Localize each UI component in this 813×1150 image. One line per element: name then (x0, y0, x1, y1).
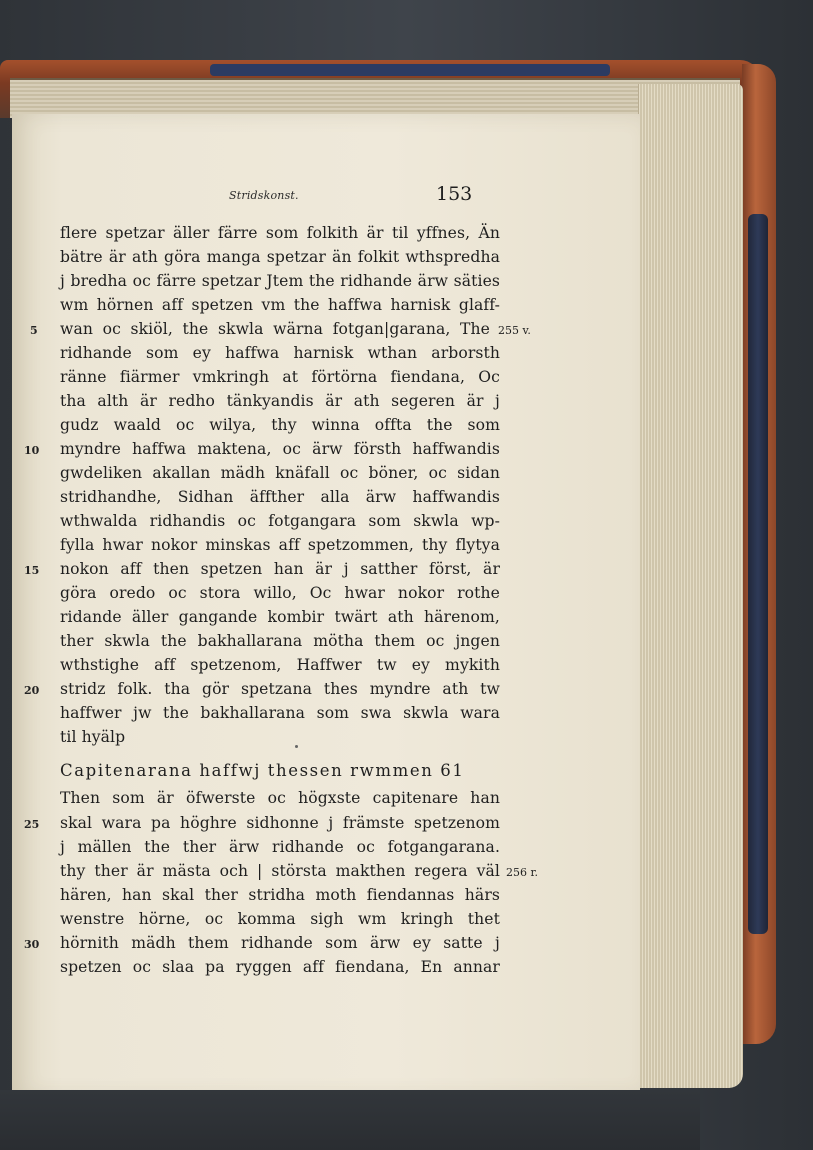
text-line: hörnith mädh them ridhande som ärw ey satte j (60, 934, 500, 952)
text-line: hären, han skal ther stridha moth fiendannas härs (60, 886, 500, 904)
text-line: stridhandhe, Sidhan äffther alla ärw haffwandis (60, 488, 500, 506)
text-line: wthstighe aff spetzenom, Haffwer tw ey mykith (60, 656, 500, 674)
line-number: 25 (24, 818, 40, 831)
text-line: haffwer jw the bakhallarana som swa skwla wara (60, 704, 500, 722)
running-head: Stridskonst. (229, 189, 299, 202)
text-line: wenstre hörne, oc komma sigh wm kringh thet (60, 910, 500, 928)
line-number: 10 (24, 444, 40, 457)
text-line: ränne fiärmer vmkringh at förtörna fiendana, Oc (60, 368, 500, 386)
text-line: myndre haffwa maktena, oc ärw försth haffwandis (60, 440, 500, 458)
section-heading: Capitenarana haffwj thessen rwmmen 61 (60, 761, 465, 780)
ink-dot (295, 745, 298, 748)
page-fore-edge (638, 84, 743, 1088)
bottom-shadow (0, 1090, 700, 1150)
text-line: stridz folk. tha gör spetzana thes myndre ath tw (60, 680, 500, 698)
text-line: gudz waald oc wilya, thy winna offta the som (60, 416, 500, 434)
text-line: ther skwla the bakhallarana mötha them oc jngen (60, 632, 500, 650)
page-number: 153 (436, 183, 473, 205)
folio-note: 256 r. (506, 866, 539, 879)
text-line: til hyälp (60, 728, 126, 746)
text-line: göra oredo oc stora willo, Oc hwar nokor rothe (60, 584, 500, 602)
text-line: bätre är ath göra manga spetzar än folkit wthspredha (60, 248, 500, 266)
text-line: fylla hwar nokor minskas aff spetzommen, thy flytya (60, 536, 500, 554)
text-line: wm hörnen aff spetzen vm the haffwa harnisk glaff- (60, 296, 500, 314)
book-cover-right (742, 64, 776, 1044)
line-number: 30 (24, 938, 40, 951)
text-line: gwdeliken akallan mädh knäfall oc böner, oc sidan (60, 464, 500, 482)
page-block-top-edge (10, 78, 740, 118)
text-line: flere spetzar äller färre som folkith är til yffnes, Än (60, 224, 500, 242)
text-line: spetzen oc slaa pa ryggen aff fiendana, En annar (60, 958, 500, 976)
line-number: 15 (24, 564, 40, 577)
text-line: skal wara pa höghre sidhonne j främste spetzenom (60, 814, 500, 832)
cover-strip (748, 214, 768, 934)
text-line: thy ther är mästa och | största makthen regera väl (60, 862, 500, 880)
text-line: ridhande som ey haffwa harnisk wthan arborsth (60, 344, 500, 362)
text-line: wthwalda ridhandis oc fotgangara som skwla wp- (60, 512, 500, 530)
cover-band (210, 64, 610, 76)
text-line: nokon aff then spetzen han är j satther först, är (60, 560, 500, 578)
line-number: 5 (30, 324, 38, 337)
folio-note: 255 v. (498, 324, 531, 337)
text-line: ridande äller gangande kombir twärt ath härenom, (60, 608, 500, 626)
line-number: 20 (24, 684, 40, 697)
text-line: j bredha oc färre spetzar Jtem the ridhande ärw säties (60, 272, 500, 290)
text-line: j mällen the ther ärw ridhande oc fotgangarana. (60, 838, 500, 856)
text-line: tha alth är redho tänkyandis är ath segeren är j (60, 392, 500, 410)
text-line: wan oc skiöl, the skwla wärna fotgan|garana, The (60, 320, 490, 338)
text-line: Then som är öfwerste oc högxste capitenare han (60, 789, 500, 807)
